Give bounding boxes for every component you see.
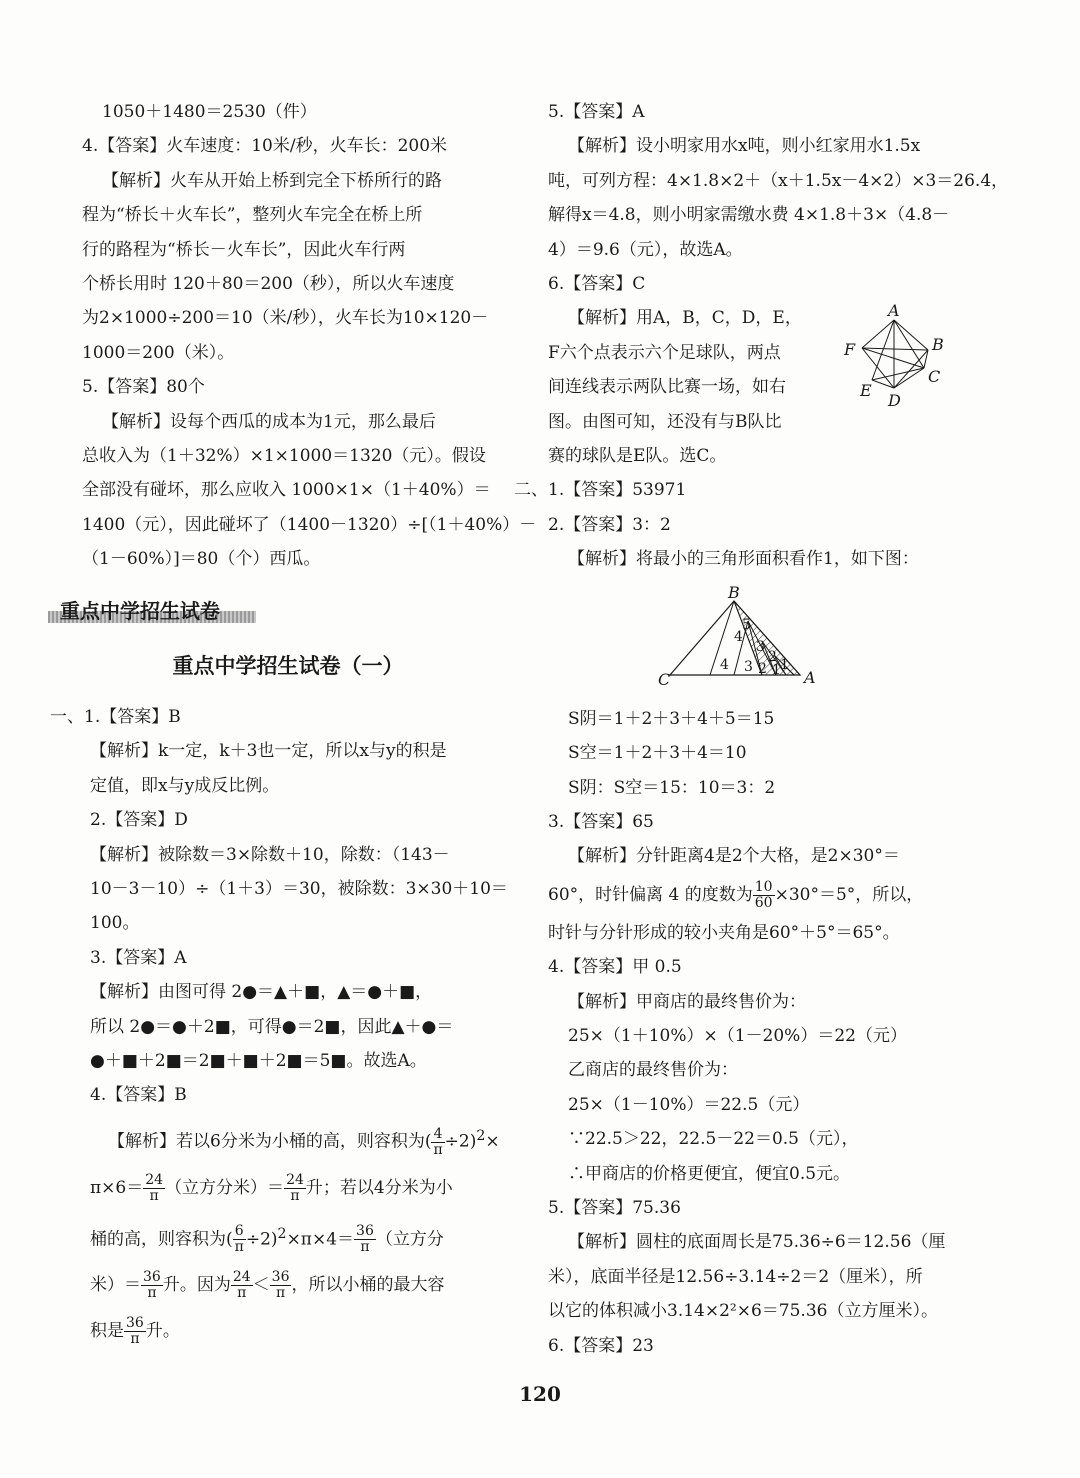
text-line: 1400（元），因此碰坏了（1400－1320）÷[（1＋40%）－	[82, 514, 537, 535]
text-line: 5.【答案】A	[548, 102, 645, 122]
section-heading	[48, 595, 256, 625]
fraction	[143, 1173, 165, 1204]
formula-line	[50, 1308, 500, 1354]
fraction	[124, 1316, 146, 1347]
text-line: S空＝1＋2＋3＋4＝10	[568, 743, 747, 764]
text-line: 4.【答案】B	[90, 1085, 187, 1106]
text-span: 60°，时针偏离 4 的度数为	[548, 884, 753, 905]
text-line: 25×（1－10%）＝22.5（元）	[568, 1094, 810, 1115]
text-span: （立方分	[375, 1229, 444, 1250]
numerator: 6	[233, 1224, 246, 1240]
text-line: 1000＝200（米）。	[82, 342, 235, 363]
text-span: 升。	[145, 1321, 180, 1342]
text-line: 【解析】设小明家用水x吨，则小红家用水1.5x	[568, 136, 921, 157]
fraction	[284, 1173, 306, 1204]
graph-label-c: C	[928, 367, 941, 386]
text-line: 5.【答案】80个	[82, 377, 205, 398]
text-line: 10－3－10）÷（1＋3）＝30，被除数：3×30＋10＝	[90, 879, 508, 900]
text-line: （1－60%）]＝80（个）西瓜。	[82, 549, 321, 570]
text-span: ÷2	[444, 1131, 470, 1152]
text-line: 3.【答案】65	[548, 811, 654, 832]
triangle-figure	[650, 585, 830, 690]
numerator: 36	[271, 1269, 290, 1286]
text-span: ×π×4＝	[286, 1229, 355, 1250]
section-heading-text: 重点中学招生试卷	[60, 599, 220, 623]
text-line: 1050＋1480＝2530（件）	[102, 102, 317, 122]
triangle-vertex-c: C	[658, 670, 671, 689]
region-label: 4	[720, 657, 729, 673]
graph-label-e: E	[860, 381, 872, 400]
formula-line: 桶的高，则容积为( $\frac{6}{\pi}$ ÷2)$^2$×π×4＝ $\frac{36}{\pi}$ （立方分	[90, 1223, 444, 1256]
text-span: 【解析】若以6分米为小桶的高，则容积为	[108, 1131, 425, 1152]
text-line: 5.【答案】75.36	[548, 1197, 681, 1218]
text-line: 3.【答案】A	[90, 947, 187, 968]
text-line: 总收入为（1＋32%）×1×1000＝1320（元）。假设	[82, 446, 486, 467]
text-line: 定值，即x与y成反比例。	[90, 775, 280, 796]
text-line: 赛的球队是E队。选C。	[548, 446, 727, 467]
formula-line: 【解析】若以6分米为小桶的高，则容积为( $\frac{4}{\pi}$ ÷2)$^2$×	[108, 1125, 500, 1158]
graph-edge	[894, 320, 924, 368]
text-line: 解得x＝4.8，则小明家需缴水费 4×1.8＋3×（4.8－	[548, 205, 950, 226]
region-label: 3	[756, 639, 765, 655]
numerator: 24	[232, 1269, 251, 1286]
formula-line	[548, 874, 968, 916]
team-graph-figure	[842, 300, 952, 412]
exponent: 2	[277, 1225, 287, 1242]
text-line: 【解析】k一定，k＋3也一定，所以x与y的积是	[90, 741, 447, 762]
text-span: 米）＝	[90, 1275, 141, 1296]
graph-label-b: B	[932, 335, 944, 354]
fraction	[231, 1270, 253, 1301]
text-line: 6.【答案】C	[548, 274, 646, 295]
text-span: ÷2	[245, 1229, 271, 1250]
text-line: 【解析】将最小的三角形面积看作1，如下图：	[568, 549, 919, 570]
denominator: 60	[754, 894, 773, 911]
triangle-vertex-a: A	[804, 668, 816, 687]
denominator: π	[433, 1141, 443, 1158]
text-line: S阴：S空＝15：10＝3：2	[568, 777, 776, 798]
fraction	[270, 1270, 292, 1301]
text-line: 【解析】被除数＝3×除数＋10，除数：（143－	[90, 844, 450, 865]
text-line: 所以 2●＝●＋2■，可得●＝2■，因此▲＋●＝	[90, 1016, 454, 1037]
graph-label-f: F	[844, 340, 856, 359]
text-span: ×30°＝5°，所以，	[774, 884, 924, 905]
text-line: 一、1.【答案】B	[50, 707, 181, 727]
fraction	[354, 1224, 376, 1255]
text-line: 【解析】由图可得 2●＝▲＋■，▲＝●＋■，	[90, 982, 433, 1003]
text-line: 4.【答案】火车速度：10米/秒，火车长：200米	[82, 136, 448, 157]
graph-label-d: D	[888, 391, 901, 410]
text-line: 6.【答案】23	[548, 1335, 654, 1356]
numerator: 36	[126, 1315, 144, 1332]
text-line: 图。由图可知，还没有与B队比	[548, 411, 782, 432]
formula-line	[50, 1262, 500, 1308]
fraction	[233, 1224, 246, 1255]
graph-label-a: A	[888, 301, 900, 320]
text-span: 升；若以4分米为小	[305, 1177, 453, 1198]
denominator: π	[360, 1239, 370, 1256]
text-span: 桶的高，则容积为	[90, 1229, 226, 1250]
fraction	[753, 880, 775, 911]
left-column-top	[82, 95, 537, 577]
text-span: 升。因为	[162, 1275, 231, 1296]
region-label: 1	[772, 662, 781, 678]
region-label: 5	[742, 617, 751, 633]
region-label: 1	[780, 657, 789, 673]
text-span: π×6＝	[90, 1177, 144, 1198]
formula-line	[50, 1165, 500, 1211]
numerator: 36	[143, 1269, 161, 1286]
numerator: 24	[286, 1171, 304, 1188]
denominator: π	[149, 1187, 159, 1204]
text-line: 【解析】设每个西瓜的成本为1元，那么最后	[102, 411, 436, 432]
region-label: 2	[758, 661, 767, 677]
text-line: 二、1.【答案】53971	[514, 480, 687, 501]
text-span: ＜	[252, 1275, 270, 1296]
text-line: 间连线表示两队比赛一场，如右	[548, 377, 786, 398]
text-line: 2.【答案】D	[90, 810, 188, 831]
region-label: 2	[768, 649, 777, 665]
text-line: 为2×1000÷200＝10（米/秒），火车长为10×120－	[82, 308, 489, 329]
graph-edge	[894, 320, 928, 350]
paper-title: 重点中学招生试卷（一）	[172, 654, 404, 678]
denominator: π	[290, 1187, 300, 1204]
left-column-bottom	[50, 700, 508, 1354]
numerator: 24	[145, 1171, 164, 1188]
text-line: 吨，可列方程：4×1.8×2＋（x＋1.5x－4×2）×3＝26.4，	[548, 170, 1009, 191]
denominator: π	[147, 1285, 157, 1302]
numerator: 10	[754, 878, 773, 895]
numerator: 36	[356, 1223, 374, 1240]
text-line: 全部没有碰坏，那么应收入 1000×1×（1＋40%）＝	[82, 480, 491, 501]
text-line: 个桥长用时 120＋80＝200（秒），所以火车速度	[82, 274, 455, 295]
text-line: ∴甲商店的价格更便宜，便宜0.5元。	[568, 1163, 851, 1184]
fraction	[141, 1270, 163, 1301]
text-span: ，所以小桶的最大容	[291, 1275, 445, 1296]
region-label: 4	[734, 629, 743, 645]
denominator: π	[130, 1331, 140, 1348]
text-line: ●＋■＋2■＝2■＋■＋2■＝5■。故选A。	[90, 1051, 427, 1072]
text-line: 【解析】圆柱的底面周长是75.36÷6＝12.56（厘	[568, 1232, 946, 1253]
text-line: 2.【答案】3：2	[548, 514, 671, 535]
page-number: 120	[519, 1382, 561, 1406]
text-line: F六个点表示六个足球队，两点	[548, 342, 781, 363]
text-line: 乙商店的最终售价为：	[568, 1060, 738, 1081]
text-line: ∵22.5＞22，22.5－22＝0.5（元），	[568, 1129, 859, 1150]
text-span: 积是	[90, 1321, 124, 1342]
right-column	[514, 95, 1009, 1363]
text-span: （立方分米）＝	[165, 1177, 285, 1198]
exponent: 2	[476, 1127, 486, 1144]
numerator: 4	[431, 1127, 444, 1143]
text-line: 行的路程为“桥长－火车长”，因此火车行两	[82, 239, 406, 260]
text-line: 以它的体积减小3.14×2²×6＝75.36（立方厘米）。	[548, 1301, 938, 1322]
text-line: S阴＝1＋2＋3＋4＋5＝15	[568, 708, 775, 729]
fraction	[431, 1127, 444, 1158]
denominator: π	[237, 1285, 247, 1302]
text-line: 4）＝9.6（元），故选A。	[548, 239, 743, 260]
text-line: 程为“桥长＋火车长”，整列火车完全在桥上所	[82, 205, 423, 226]
text-line: 【解析】用A，B，C，D，E，	[568, 308, 802, 329]
text-line: 【解析】甲商店的最终售价为：	[568, 991, 806, 1012]
denominator: π	[275, 1285, 286, 1302]
triangle-vertex-b: B	[728, 585, 740, 602]
text-line: 100。	[90, 913, 140, 934]
text-line: 时针与分针形成的较小夹角是60°＋5°＝65°。	[548, 922, 900, 943]
region-label: 3	[744, 659, 753, 675]
text-span: ×	[485, 1131, 500, 1152]
graph-edge	[862, 348, 928, 350]
text-line: 25×（1＋10%）×（1－20%）＝22（元）	[568, 1025, 907, 1046]
text-line: 4.【答案】甲 0.5	[548, 957, 682, 978]
text-line: 米），底面半径是12.56÷3.14÷2＝2（厘米），所	[548, 1266, 923, 1287]
text-line: 【解析】分针距离4是2个大格，是2×30°＝	[568, 846, 900, 867]
denominator: π	[234, 1239, 244, 1256]
text-line: 【解析】火车从开始上桥到完全下桥所行的路	[102, 170, 442, 191]
